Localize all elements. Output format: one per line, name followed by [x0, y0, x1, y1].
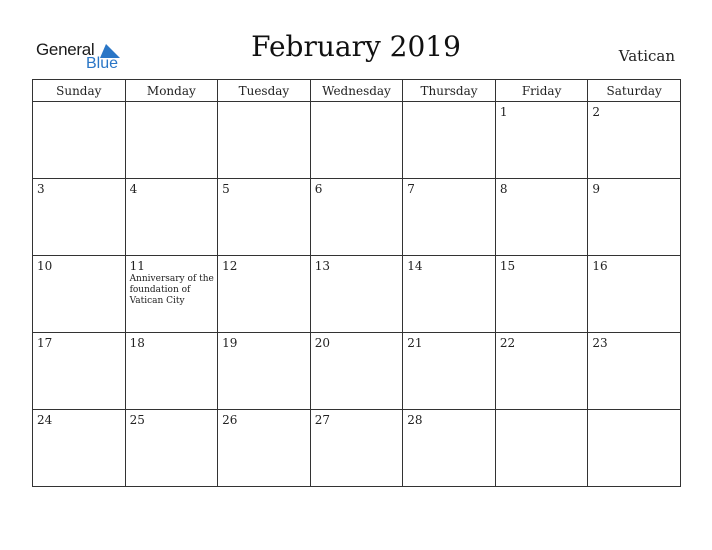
- day-number: 25: [129, 413, 145, 427]
- day-number: [33, 102, 125, 106]
- weekday-header-row: [33, 80, 681, 102]
- day-number: 12: [222, 259, 238, 273]
- weekday-header: Tuesday: [218, 80, 311, 102]
- day-cell: [310, 410, 403, 487]
- week-row: [33, 333, 681, 410]
- week-row: [33, 179, 681, 256]
- day-number: [403, 102, 495, 106]
- day-number: 20: [314, 336, 330, 350]
- day-cell: [403, 333, 496, 410]
- day-cell: [403, 102, 496, 179]
- day-cell: [33, 333, 126, 410]
- day-number: 1: [499, 105, 508, 119]
- day-cell: [588, 333, 681, 410]
- day-cell: [403, 410, 496, 487]
- day-cell: [125, 333, 218, 410]
- weekday-header: Saturday: [588, 80, 681, 102]
- day-number: 28: [407, 413, 423, 427]
- calendar-grid: [32, 79, 681, 487]
- day-number: [218, 102, 310, 106]
- day-cell: [588, 410, 681, 487]
- day-number: [311, 102, 403, 106]
- day-number: 7: [407, 182, 415, 196]
- day-cell: [125, 102, 218, 179]
- day-number: 8: [499, 182, 508, 196]
- day-cell: [218, 102, 311, 179]
- day-cell: [218, 256, 311, 333]
- day-number: [126, 102, 218, 106]
- day-number: 23: [592, 336, 608, 350]
- day-cell: [403, 179, 496, 256]
- holiday-event: Anniversary of the foundation of Vatican City: [129, 274, 214, 306]
- day-cell: [495, 102, 588, 179]
- weekday-header: Thursday: [403, 80, 496, 102]
- day-cell: [310, 179, 403, 256]
- weekday-header: Sunday: [33, 80, 126, 102]
- day-cell: [310, 333, 403, 410]
- day-cell: [495, 179, 588, 256]
- country-label: Vatican: [618, 47, 675, 65]
- day-number: 4: [129, 182, 138, 196]
- day-number: 3: [37, 182, 45, 196]
- day-number: 15: [499, 259, 516, 273]
- day-number: 22: [499, 336, 516, 350]
- day-cell: [495, 333, 588, 410]
- page-title: February 2019: [251, 30, 461, 63]
- day-cell: [495, 256, 588, 333]
- day-cell: [33, 179, 126, 256]
- day-cell: [125, 410, 218, 487]
- weekday-header: Wednesday: [310, 80, 403, 102]
- day-number: 11: [129, 259, 145, 273]
- day-cell: [588, 179, 681, 256]
- logo-text-general: General: [36, 40, 95, 59]
- day-number: 5: [222, 182, 230, 196]
- weekday-header: Monday: [125, 80, 218, 102]
- week-row: [33, 410, 681, 487]
- day-number: 16: [592, 259, 608, 273]
- week-row: [33, 102, 681, 179]
- day-number: 2: [592, 105, 601, 119]
- day-cell: [588, 256, 681, 333]
- day-number: 19: [222, 336, 238, 350]
- logo-text-blue: Blue: [86, 55, 119, 72]
- day-number: 18: [129, 336, 145, 350]
- day-cell: [403, 256, 496, 333]
- day-number: 27: [314, 413, 330, 427]
- day-number: [496, 410, 588, 414]
- weekday-header: Friday: [495, 80, 588, 102]
- day-number: 21: [407, 336, 423, 350]
- day-cell: [588, 102, 681, 179]
- day-cell: [125, 179, 218, 256]
- day-number: 6: [314, 182, 323, 196]
- day-number: 10: [37, 259, 53, 273]
- day-number: 26: [222, 413, 238, 427]
- day-cell: [33, 410, 126, 487]
- day-number: 14: [407, 259, 423, 273]
- day-number: 13: [314, 259, 330, 273]
- day-cell: [495, 410, 588, 487]
- day-cell: [310, 256, 403, 333]
- day-cell: [218, 410, 311, 487]
- day-cell: [125, 256, 218, 333]
- day-cell: [33, 102, 126, 179]
- day-number: [588, 410, 680, 414]
- day-cell: [310, 102, 403, 179]
- day-number: 17: [37, 336, 53, 350]
- day-number: 24: [37, 413, 53, 427]
- day-cell: [218, 179, 311, 256]
- week-row: [33, 256, 681, 333]
- day-cell: [218, 333, 311, 410]
- day-cell: [33, 256, 126, 333]
- day-number: 9: [592, 182, 601, 196]
